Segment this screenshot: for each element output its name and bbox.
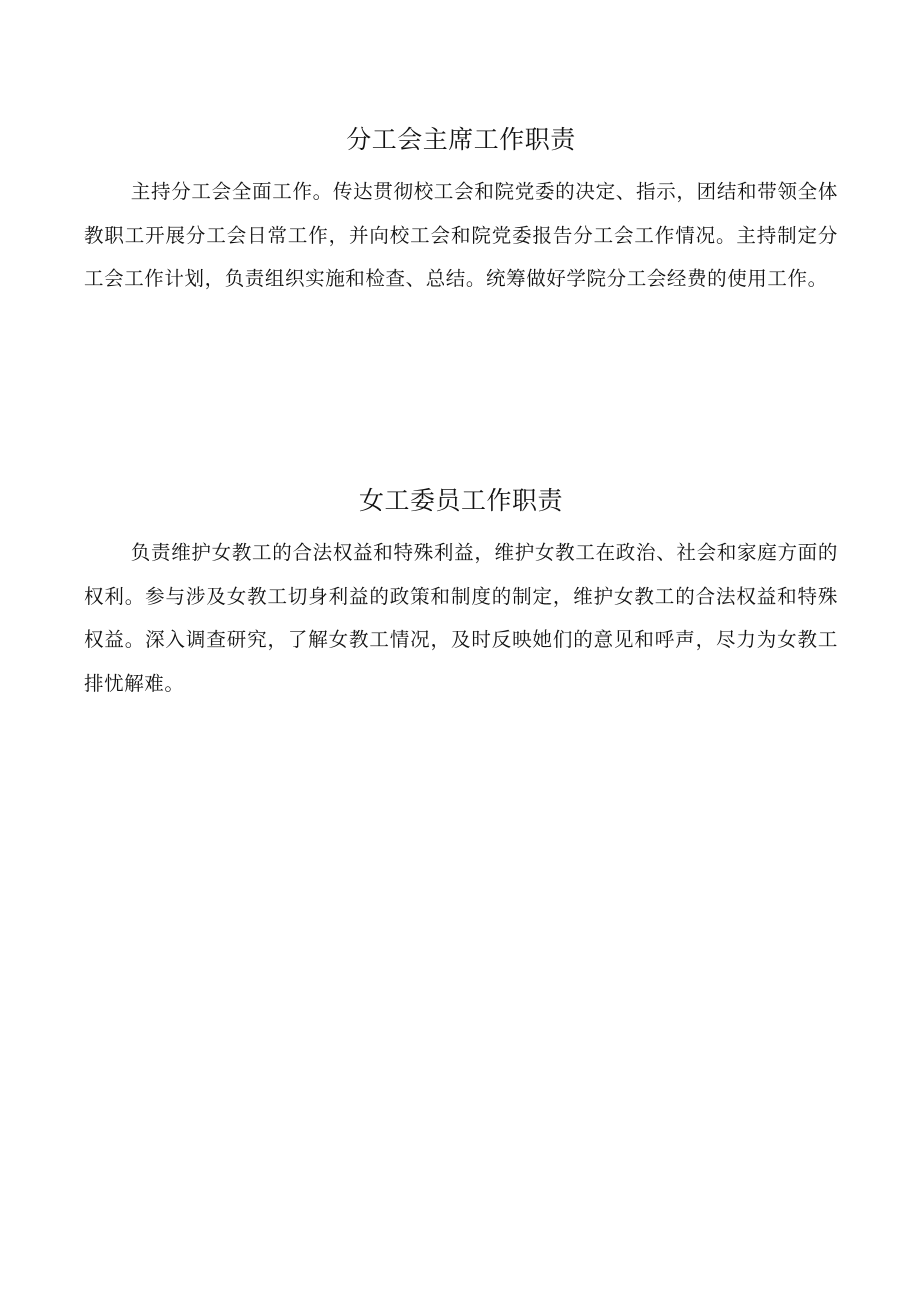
section-title: 女工委员工作职责 [358, 486, 563, 515]
section-body: 主持分工会全面工作。传达贯彻校工会和院党委的决定、指示，团结和带领全体教职工开展分工会日常工作，并向校工会和院党委报告分工会工作情况。主持制定分工会工作计划，负责组织实施和检查、总结。统筹做好学院分工会经费的使用工作。 [84, 180, 838, 290]
section-body: 负责维护女教工的合法权益和特殊利益，维护女教工在政治、社会和家庭方面的权利。参与涉及女教工切身利益的政策和制度的制定，维护女教工的合法权益和特殊权益。深入调查研究，了解女教工情况，及时反映她们的意见和呼声，尽力为女教工排忧解难。 [84, 541, 838, 695]
section-title: 分工会主席工作职责 [346, 125, 576, 154]
chairman-duties-section [84, 118, 838, 301]
women-committee-duties-section [84, 479, 838, 705]
